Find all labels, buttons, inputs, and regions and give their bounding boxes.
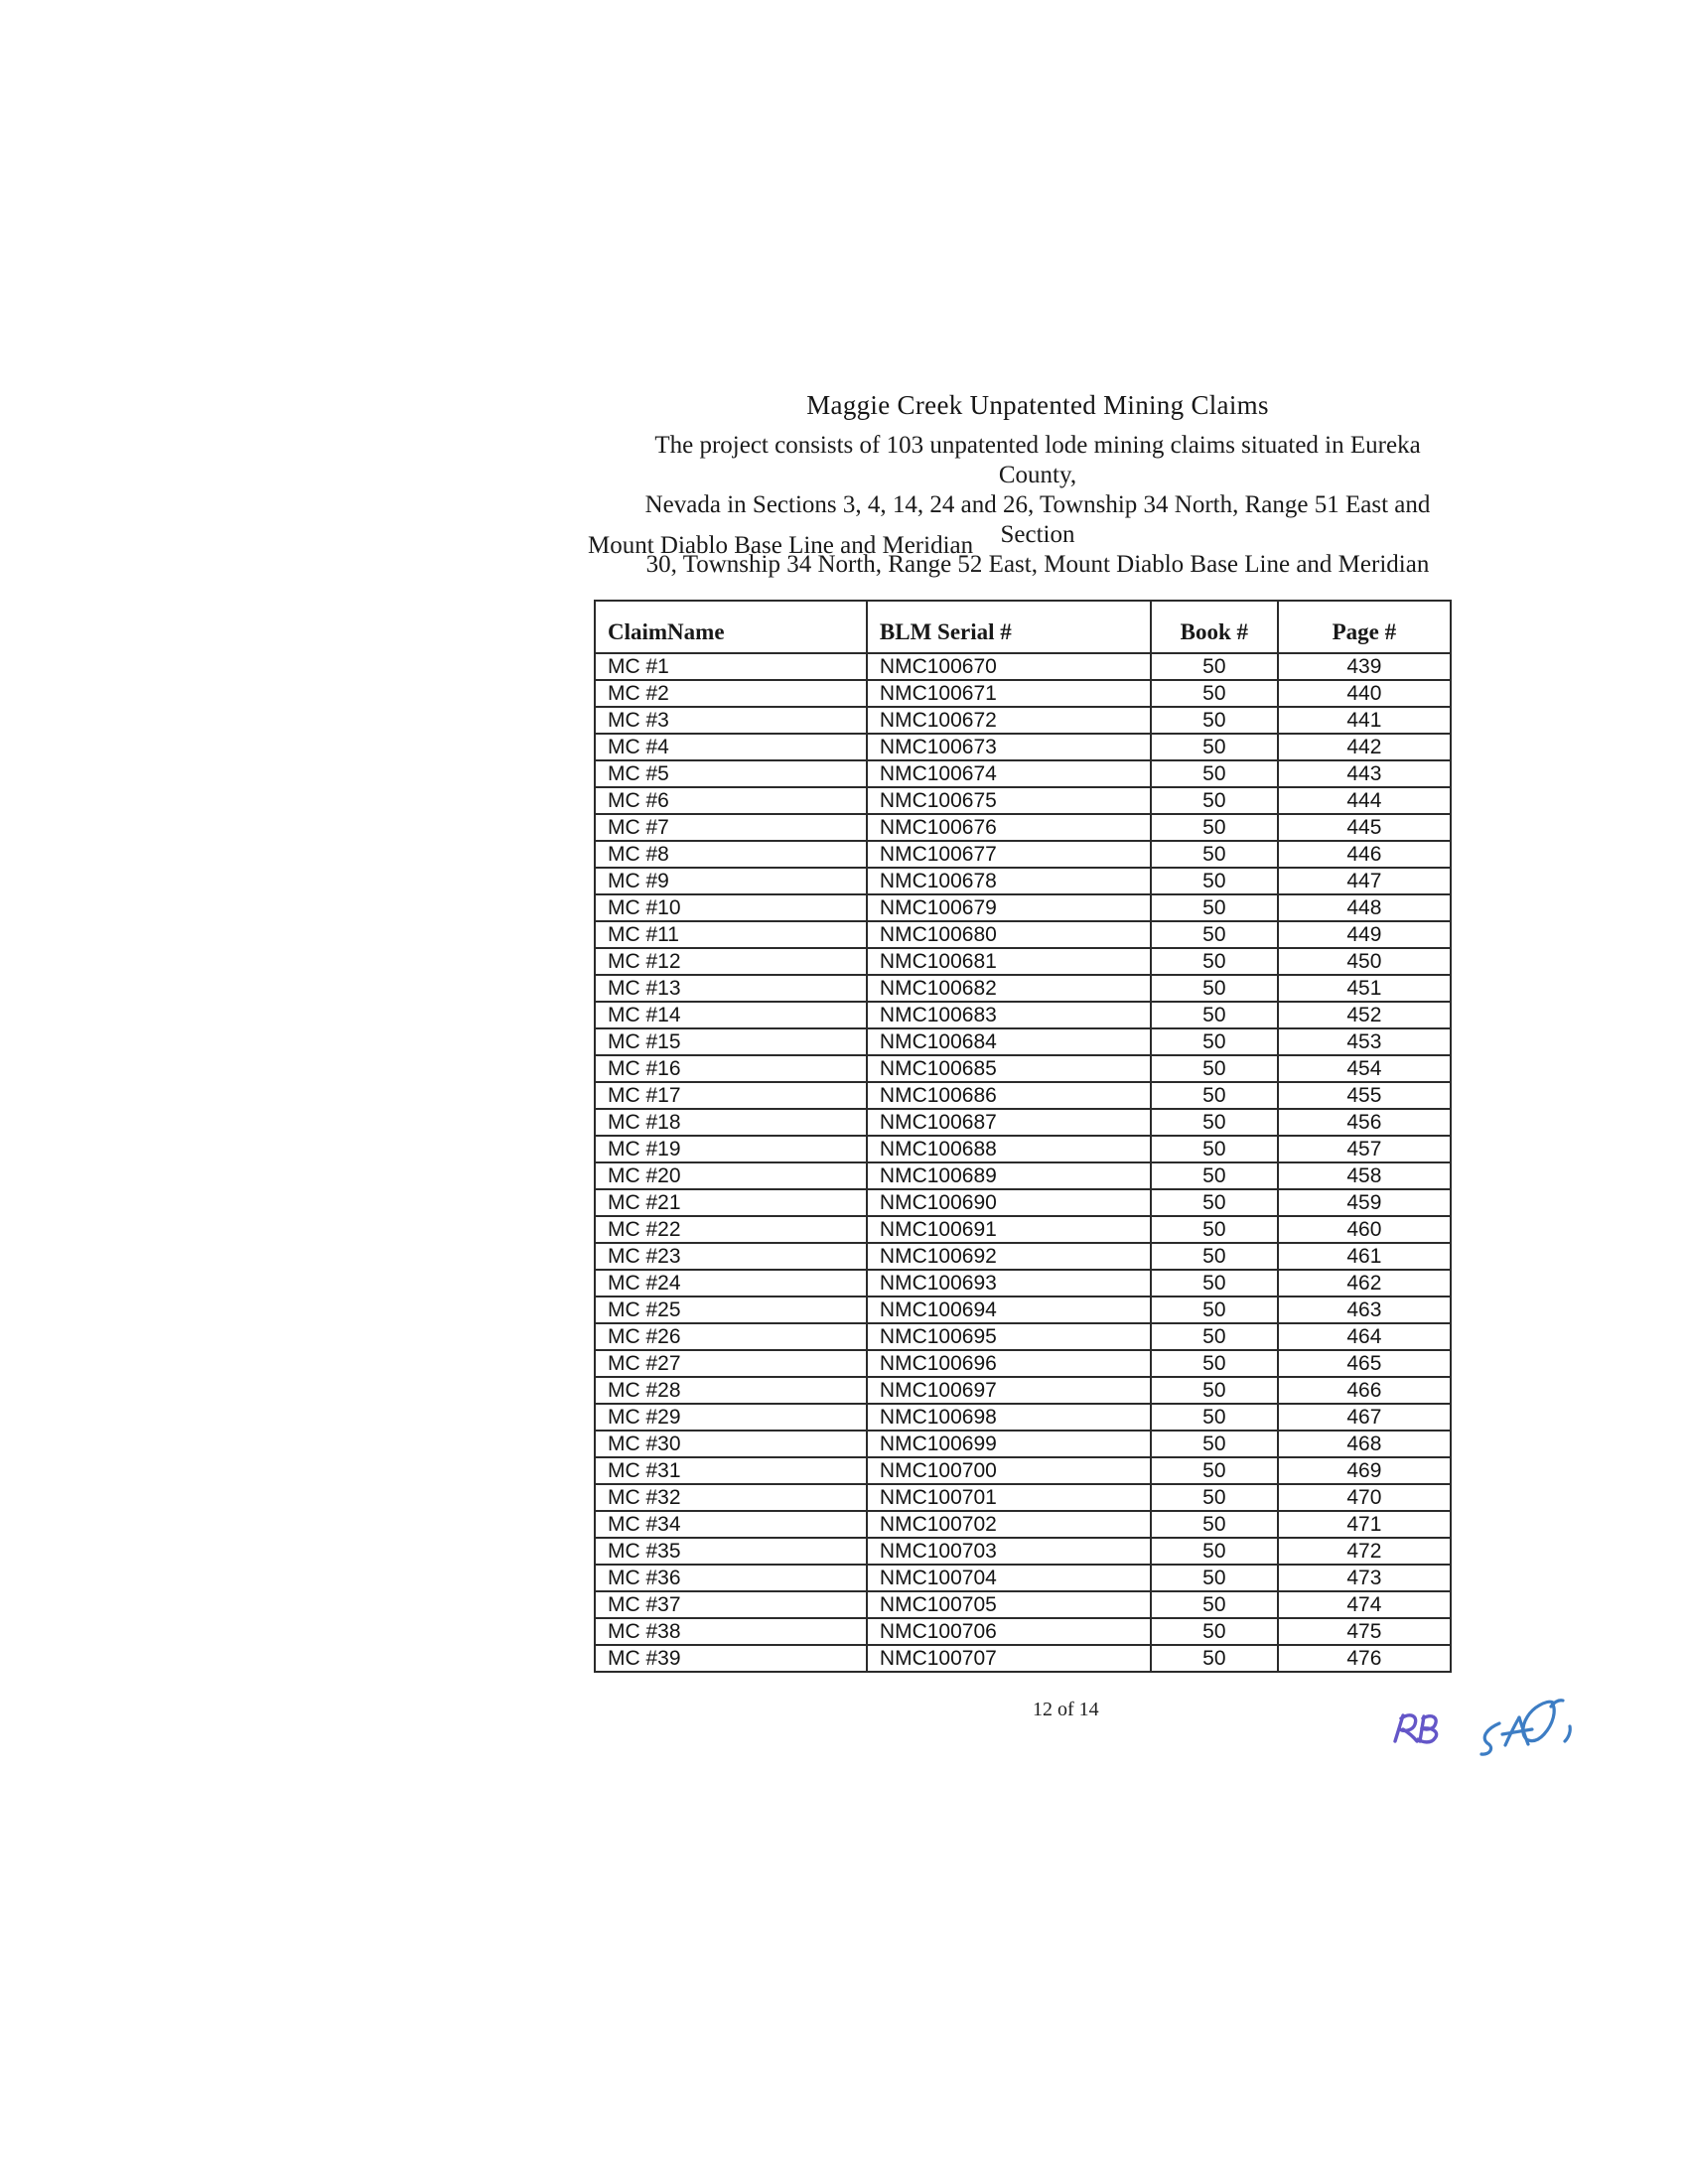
- page-number-cell: 463: [1278, 1297, 1451, 1323]
- book-number-cell: 50: [1151, 1055, 1278, 1082]
- table-row: [595, 1109, 1451, 1136]
- claim-name-cell: MC #27: [595, 1350, 867, 1377]
- book-number-cell: 50: [1151, 1136, 1278, 1162]
- table-row: [595, 1457, 1451, 1484]
- blm-serial-cell: NMC100677: [867, 841, 1151, 868]
- book-number-cell: 50: [1151, 1109, 1278, 1136]
- claim-name-cell: MC #21: [595, 1189, 867, 1216]
- book-number-cell: 50: [1151, 868, 1278, 894]
- table-row: [595, 1216, 1451, 1243]
- claim-name-cell: MC #6: [595, 787, 867, 814]
- table-row: [595, 707, 1451, 734]
- claim-name-cell: MC #11: [595, 921, 867, 948]
- claim-name-cell: MC #16: [595, 1055, 867, 1082]
- table-row: [595, 760, 1451, 787]
- page-number-cell: 445: [1278, 814, 1451, 841]
- page-title: Maggie Creek Unpatented Mining Claims: [806, 390, 1269, 420]
- blm-serial-cell: NMC100684: [867, 1028, 1151, 1055]
- claim-name-cell: MC #22: [595, 1216, 867, 1243]
- claim-name-cell: MC #8: [595, 841, 867, 868]
- page-number-cell: 439: [1278, 653, 1451, 680]
- page-number-cell: 460: [1278, 1216, 1451, 1243]
- blm-serial-cell: NMC100678: [867, 868, 1151, 894]
- page-number-footer: 12 of 14: [1033, 1699, 1099, 1720]
- book-number-cell: 50: [1151, 975, 1278, 1002]
- blm-serial-cell: NMC100696: [867, 1350, 1151, 1377]
- page-number-cell: 459: [1278, 1189, 1451, 1216]
- blm-serial-cell: NMC100679: [867, 894, 1151, 921]
- book-number-cell: 50: [1151, 948, 1278, 975]
- book-number-cell: 50: [1151, 1377, 1278, 1404]
- table-row: [595, 680, 1451, 707]
- page-number-cell: 471: [1278, 1511, 1451, 1538]
- book-number-cell: 50: [1151, 921, 1278, 948]
- blm-serial-cell: NMC100707: [867, 1645, 1151, 1672]
- claim-name-cell: MC #31: [595, 1457, 867, 1484]
- claim-name-cell: MC #32: [595, 1484, 867, 1511]
- page-number-cell: 464: [1278, 1323, 1451, 1350]
- book-number-cell: 50: [1151, 707, 1278, 734]
- table-row: [595, 1538, 1451, 1565]
- table-row: [595, 841, 1451, 868]
- blm-serial-cell: NMC100688: [867, 1136, 1151, 1162]
- blm-serial-cell: NMC100693: [867, 1270, 1151, 1297]
- book-number-cell: 50: [1151, 1565, 1278, 1591]
- blm-serial-cell: NMC100673: [867, 734, 1151, 760]
- claim-name-cell: MC #2: [595, 680, 867, 707]
- page-number-cell: 443: [1278, 760, 1451, 787]
- book-number-cell: 50: [1151, 1002, 1278, 1028]
- book-number-cell: 50: [1151, 1431, 1278, 1457]
- book-number-cell: 50: [1151, 814, 1278, 841]
- page-number-cell: 475: [1278, 1618, 1451, 1645]
- table-row: [595, 734, 1451, 760]
- table-row: [595, 1297, 1451, 1323]
- book-number-cell: 50: [1151, 894, 1278, 921]
- blm-serial-cell: NMC100702: [867, 1511, 1151, 1538]
- table-row: [595, 948, 1451, 975]
- claim-name-cell: MC #15: [595, 1028, 867, 1055]
- page-number-cell: 447: [1278, 868, 1451, 894]
- claims-table: [594, 600, 1452, 1673]
- table-row: [595, 1350, 1451, 1377]
- claim-name-cell: MC #23: [595, 1243, 867, 1270]
- blm-serial-cell: NMC100692: [867, 1243, 1151, 1270]
- blm-serial-cell: NMC100681: [867, 948, 1151, 975]
- table-row: [595, 1511, 1451, 1538]
- table-row: [595, 1162, 1451, 1189]
- claim-name-cell: MC #12: [595, 948, 867, 975]
- claim-name-cell: MC #10: [595, 894, 867, 921]
- table-row: [595, 1565, 1451, 1591]
- blm-serial-cell: NMC100701: [867, 1484, 1151, 1511]
- header-page-number: Page #: [1278, 601, 1451, 653]
- claim-name-cell: MC #13: [595, 975, 867, 1002]
- blm-serial-cell: NMC100705: [867, 1591, 1151, 1618]
- page-number-cell: 441: [1278, 707, 1451, 734]
- intro-line-3: 30, Township 34 North, Range 52 East, Mount Diablo Base Line and Meridian: [645, 551, 1430, 578]
- intro-line-2: Nevada in Sections 3, 4, 14, 24 and 26, Township 34 North, Range 51 East and Section: [644, 491, 1431, 548]
- blm-serial-cell: NMC100690: [867, 1189, 1151, 1216]
- blm-serial-cell: NMC100691: [867, 1216, 1151, 1243]
- page-number-cell: 458: [1278, 1162, 1451, 1189]
- blm-serial-cell: NMC100670: [867, 653, 1151, 680]
- page-number-cell: 448: [1278, 894, 1451, 921]
- page-number-cell: 457: [1278, 1136, 1451, 1162]
- claim-name-cell: MC #14: [595, 1002, 867, 1028]
- book-number-cell: 50: [1151, 1404, 1278, 1431]
- page-number-cell: 472: [1278, 1538, 1451, 1565]
- blm-serial-cell: NMC100675: [867, 787, 1151, 814]
- blm-serial-cell: NMC100697: [867, 1377, 1151, 1404]
- table-row: [595, 814, 1451, 841]
- table-row: [595, 1404, 1451, 1431]
- blm-serial-cell: NMC100680: [867, 921, 1151, 948]
- claim-name-cell: MC #39: [595, 1645, 867, 1672]
- table-row: [595, 1082, 1451, 1109]
- blm-serial-cell: NMC100685: [867, 1055, 1151, 1082]
- claim-name-cell: MC #17: [595, 1082, 867, 1109]
- table-row: [595, 1136, 1451, 1162]
- page-number-cell: 465: [1278, 1350, 1451, 1377]
- blm-serial-cell: NMC100686: [867, 1082, 1151, 1109]
- table-row: [595, 921, 1451, 948]
- claim-name-cell: MC #19: [595, 1136, 867, 1162]
- blm-serial-cell: NMC100704: [867, 1565, 1151, 1591]
- table-row: [595, 1270, 1451, 1297]
- page-number-cell: 452: [1278, 1002, 1451, 1028]
- claim-name-cell: MC #38: [595, 1618, 867, 1645]
- page-number-cell: 456: [1278, 1109, 1451, 1136]
- table-row: [595, 653, 1451, 680]
- blm-serial-cell: NMC100703: [867, 1538, 1151, 1565]
- page-number-cell: 462: [1278, 1270, 1451, 1297]
- table-header-row: [595, 601, 1451, 653]
- claim-name-cell: MC #36: [595, 1565, 867, 1591]
- page-number-cell: 473: [1278, 1565, 1451, 1591]
- table-row: [595, 1189, 1451, 1216]
- book-number-cell: 50: [1151, 1484, 1278, 1511]
- blm-serial-cell: NMC100672: [867, 707, 1151, 734]
- blm-serial-cell: NMC100706: [867, 1618, 1151, 1645]
- book-number-cell: 50: [1151, 1216, 1278, 1243]
- table-row: [595, 975, 1451, 1002]
- claim-name-cell: MC #7: [595, 814, 867, 841]
- book-number-cell: 50: [1151, 1189, 1278, 1216]
- claim-name-cell: MC #37: [595, 1591, 867, 1618]
- page-number-cell: 454: [1278, 1055, 1451, 1082]
- handwritten-sao: [1481, 1701, 1570, 1754]
- page-number-cell: 476: [1278, 1645, 1451, 1672]
- book-number-cell: 50: [1151, 1243, 1278, 1270]
- claim-name-cell: MC #18: [595, 1109, 867, 1136]
- page-number-cell: 468: [1278, 1431, 1451, 1457]
- meridian-subheading: Mount Diablo Base Line and Meridian: [588, 532, 974, 559]
- book-number-cell: 50: [1151, 1082, 1278, 1109]
- book-number-cell: 50: [1151, 841, 1278, 868]
- book-number-cell: 50: [1151, 1591, 1278, 1618]
- table-row: [595, 1431, 1451, 1457]
- claim-name-cell: MC #29: [595, 1404, 867, 1431]
- book-number-cell: 50: [1151, 1323, 1278, 1350]
- table-row: [595, 1323, 1451, 1350]
- claim-name-cell: MC #1: [595, 653, 867, 680]
- page-number-cell: 466: [1278, 1377, 1451, 1404]
- header-blm-serial: BLM Serial #: [867, 601, 1151, 653]
- book-number-cell: 50: [1151, 680, 1278, 707]
- table-row: [595, 1243, 1451, 1270]
- table-row: [595, 787, 1451, 814]
- page-number-cell: 450: [1278, 948, 1451, 975]
- book-number-cell: 50: [1151, 760, 1278, 787]
- claim-name-cell: MC #5: [595, 760, 867, 787]
- blm-serial-cell: NMC100687: [867, 1109, 1151, 1136]
- blm-serial-cell: NMC100674: [867, 760, 1151, 787]
- claim-name-cell: MC #34: [595, 1511, 867, 1538]
- book-number-cell: 50: [1151, 787, 1278, 814]
- claims-table-body: [595, 653, 1451, 1672]
- blm-serial-cell: NMC100694: [867, 1297, 1151, 1323]
- blm-serial-cell: NMC100682: [867, 975, 1151, 1002]
- header-claim-name: ClaimName: [595, 601, 867, 653]
- page-number-cell: 446: [1278, 841, 1451, 868]
- book-number-cell: 50: [1151, 1297, 1278, 1323]
- claim-name-cell: MC #20: [595, 1162, 867, 1189]
- table-row: [595, 1028, 1451, 1055]
- table-row: [595, 1484, 1451, 1511]
- handwritten-annotation: [1383, 1688, 1592, 1771]
- intro-line-1: The project consists of 103 unpatented lode mining claims situated in Eureka County,: [654, 432, 1421, 488]
- table-row: [595, 868, 1451, 894]
- book-number-cell: 50: [1151, 1511, 1278, 1538]
- page-number-cell: 455: [1278, 1082, 1451, 1109]
- book-number-cell: 50: [1151, 1350, 1278, 1377]
- claim-name-cell: MC #35: [595, 1538, 867, 1565]
- blm-serial-cell: NMC100676: [867, 814, 1151, 841]
- claim-name-cell: MC #24: [595, 1270, 867, 1297]
- page-number-cell: 453: [1278, 1028, 1451, 1055]
- book-number-cell: 50: [1151, 1162, 1278, 1189]
- claim-name-cell: MC #30: [595, 1431, 867, 1457]
- table-row: [595, 894, 1451, 921]
- blm-serial-cell: NMC100695: [867, 1323, 1151, 1350]
- claim-name-cell: MC #4: [595, 734, 867, 760]
- claim-name-cell: MC #9: [595, 868, 867, 894]
- header-book-number: Book #: [1151, 601, 1278, 653]
- table-row: [595, 1645, 1451, 1672]
- book-number-cell: 50: [1151, 734, 1278, 760]
- blm-serial-cell: NMC100683: [867, 1002, 1151, 1028]
- page-number-cell: 461: [1278, 1243, 1451, 1270]
- handwritten-rb: [1395, 1715, 1437, 1742]
- book-number-cell: 50: [1151, 1618, 1278, 1645]
- claim-name-cell: MC #26: [595, 1323, 867, 1350]
- page-number-cell: 440: [1278, 680, 1451, 707]
- page-number-cell: 451: [1278, 975, 1451, 1002]
- table-row: [595, 1618, 1451, 1645]
- page-number-cell: 449: [1278, 921, 1451, 948]
- page-number-cell: 469: [1278, 1457, 1451, 1484]
- table-row: [595, 1591, 1451, 1618]
- blm-serial-cell: NMC100689: [867, 1162, 1151, 1189]
- blm-serial-cell: NMC100700: [867, 1457, 1151, 1484]
- table-row: [595, 1377, 1451, 1404]
- table-row: [595, 1055, 1451, 1082]
- book-number-cell: 50: [1151, 1645, 1278, 1672]
- page-number-cell: 444: [1278, 787, 1451, 814]
- blm-serial-cell: NMC100699: [867, 1431, 1151, 1457]
- claim-name-cell: MC #25: [595, 1297, 867, 1323]
- table-row: [595, 1002, 1451, 1028]
- book-number-cell: 50: [1151, 1028, 1278, 1055]
- page-number-cell: 474: [1278, 1591, 1451, 1618]
- blm-serial-cell: NMC100671: [867, 680, 1151, 707]
- book-number-cell: 50: [1151, 1457, 1278, 1484]
- page-number-cell: 470: [1278, 1484, 1451, 1511]
- book-number-cell: 50: [1151, 653, 1278, 680]
- page-number-cell: 442: [1278, 734, 1451, 760]
- claim-name-cell: MC #28: [595, 1377, 867, 1404]
- blm-serial-cell: NMC100698: [867, 1404, 1151, 1431]
- book-number-cell: 50: [1151, 1270, 1278, 1297]
- claim-name-cell: MC #3: [595, 707, 867, 734]
- page-number-cell: 467: [1278, 1404, 1451, 1431]
- book-number-cell: 50: [1151, 1538, 1278, 1565]
